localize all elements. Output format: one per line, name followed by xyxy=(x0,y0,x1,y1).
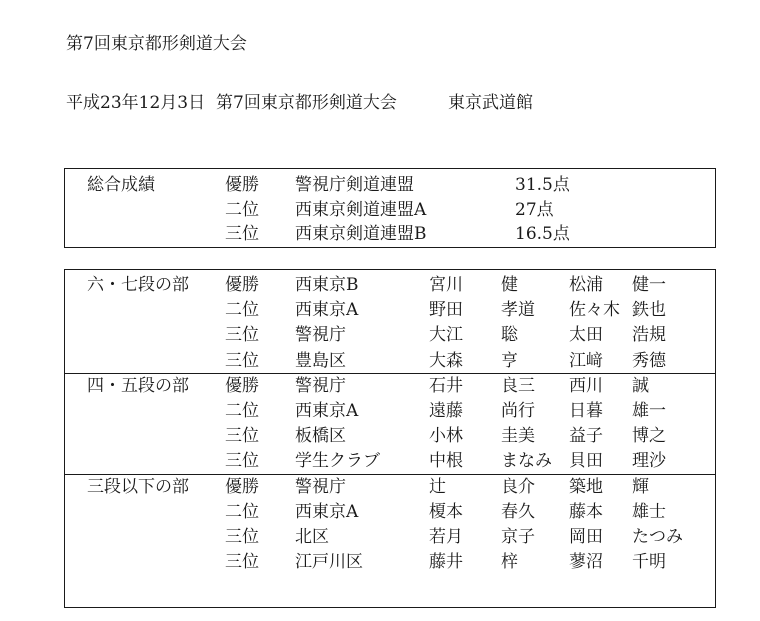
team-name: 学生クラブ xyxy=(295,451,380,472)
player2-given-name: たつみ xyxy=(632,527,683,547)
event-date: 平成23年12月3日 xyxy=(66,93,206,113)
player1-given-name: 春久 xyxy=(501,501,535,522)
division-label: 三段以下の部 xyxy=(87,476,189,497)
event-venue: 東京武道館 xyxy=(448,93,533,113)
division-results-table xyxy=(64,269,716,608)
document-title: 第7回東京都形剣道大会 xyxy=(66,34,247,54)
team-name: 警視庁 xyxy=(295,325,346,346)
player1-given-name: 良介 xyxy=(501,476,535,497)
player2-given-name: 雄士 xyxy=(632,501,666,522)
player2-given-name: 鉄也 xyxy=(632,300,666,321)
team-name: 西東京剣道連盟A xyxy=(295,200,427,220)
player2-given-name: 浩規 xyxy=(632,325,666,346)
player2-family-name: 岡田 xyxy=(569,527,603,547)
player1-given-name: 尚行 xyxy=(501,401,535,421)
player1-family-name: 大江 xyxy=(429,325,463,346)
player1-family-name: 大森 xyxy=(429,350,463,371)
team-name: 警視庁 xyxy=(295,375,346,396)
division-label: 六・七段の部 xyxy=(87,275,189,295)
rank: 優勝 xyxy=(225,275,259,295)
player2-given-name: 雄一 xyxy=(632,401,666,421)
player2-family-name: 江﨑 xyxy=(569,350,603,371)
player1-given-name: まなみ xyxy=(501,451,552,472)
team-name: 西東京B xyxy=(295,275,359,295)
rank: 二位 xyxy=(225,200,259,220)
player2-family-name: 築地 xyxy=(569,476,603,497)
rank: 二位 xyxy=(225,401,259,421)
score: 31.5点 xyxy=(515,175,570,195)
player2-given-name: 千明 xyxy=(632,552,666,573)
team-name: 警視庁 xyxy=(295,476,346,497)
player2-family-name: 佐々木 xyxy=(569,300,620,321)
player1-given-name: 亨 xyxy=(501,350,518,371)
player1-family-name: 榎本 xyxy=(429,501,463,522)
team-name: 西東京A xyxy=(295,401,359,421)
player2-given-name: 理沙 xyxy=(632,451,666,472)
team-name: 豊島区 xyxy=(295,350,346,371)
player1-family-name: 小林 xyxy=(429,426,463,447)
player2-family-name: 太田 xyxy=(569,325,603,346)
team-name: 警視庁剣道連盟 xyxy=(295,175,414,195)
rank: 優勝 xyxy=(225,476,259,497)
rank: 三位 xyxy=(225,451,259,472)
rank: 三位 xyxy=(225,325,259,346)
rank: 三位 xyxy=(225,426,259,447)
rank: 三位 xyxy=(225,350,259,371)
overall-results-table xyxy=(64,168,716,248)
rank: 三位 xyxy=(225,552,259,573)
player1-family-name: 石井 xyxy=(429,375,463,396)
rank: 優勝 xyxy=(225,175,259,195)
player2-family-name: 蓼沼 xyxy=(569,552,603,573)
player2-given-name: 秀德 xyxy=(632,350,666,371)
team-name: 西東京剣道連盟B xyxy=(295,224,427,244)
player1-given-name: 京子 xyxy=(501,527,535,547)
player1-given-name: 梓 xyxy=(501,552,518,573)
player2-given-name: 博之 xyxy=(632,426,666,447)
rank: 二位 xyxy=(225,300,259,321)
player2-family-name: 日暮 xyxy=(569,401,603,421)
score: 16.5点 xyxy=(515,224,570,244)
player2-family-name: 西川 xyxy=(569,375,603,396)
player1-family-name: 野田 xyxy=(429,300,463,321)
player1-given-name: 孝道 xyxy=(501,300,535,321)
player1-family-name: 宮川 xyxy=(429,275,463,295)
rank: 三位 xyxy=(225,224,259,244)
player1-family-name: 辻 xyxy=(429,476,446,497)
team-name: 西東京A xyxy=(295,501,359,522)
rank: 優勝 xyxy=(225,375,259,396)
player2-family-name: 貝田 xyxy=(569,451,603,472)
player2-family-name: 益子 xyxy=(569,426,603,447)
rank: 三位 xyxy=(225,527,259,547)
player1-family-name: 中根 xyxy=(429,451,463,472)
player2-family-name: 松浦 xyxy=(569,275,603,295)
overall-label: 総合成績 xyxy=(87,175,155,195)
player1-family-name: 遠藤 xyxy=(429,401,463,421)
player1-given-name: 圭美 xyxy=(501,426,535,447)
score: 27点 xyxy=(515,200,554,220)
rank: 二位 xyxy=(225,501,259,522)
player1-given-name: 良三 xyxy=(501,375,535,396)
player2-given-name: 誠 xyxy=(632,375,649,396)
player2-given-name: 輝 xyxy=(632,476,649,497)
team-name: 北区 xyxy=(295,527,329,547)
event-name: 第7回東京都形剣道大会 xyxy=(216,93,397,113)
team-name: 板橋区 xyxy=(295,426,346,447)
team-name: 西東京A xyxy=(295,300,359,321)
team-name: 江戸川区 xyxy=(295,552,363,573)
player1-family-name: 藤井 xyxy=(429,552,463,573)
player2-given-name: 健一 xyxy=(632,275,666,295)
event-info-line xyxy=(66,88,533,113)
division-label: 四・五段の部 xyxy=(87,375,189,396)
player1-given-name: 健 xyxy=(501,275,518,295)
player1-family-name: 若月 xyxy=(429,527,463,547)
player2-family-name: 藤本 xyxy=(569,501,603,522)
player1-given-name: 聡 xyxy=(501,325,518,346)
